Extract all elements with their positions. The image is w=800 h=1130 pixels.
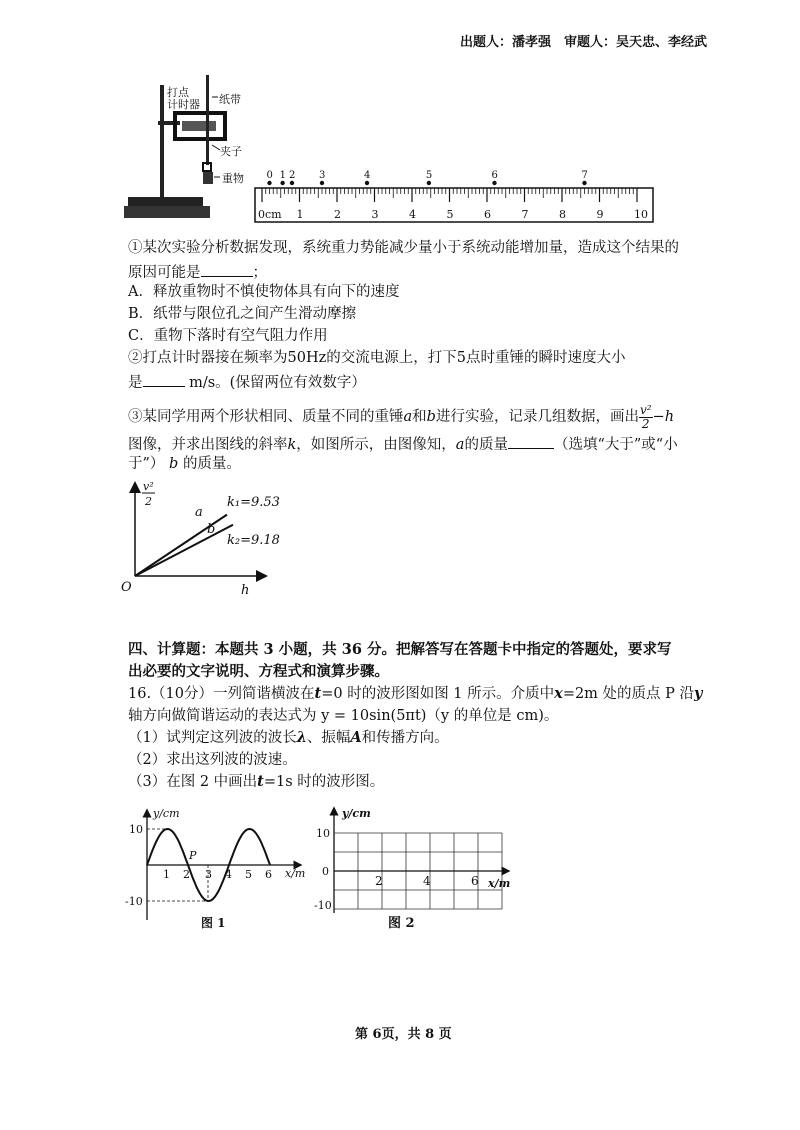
ruler-scale-label: 4 bbox=[409, 208, 416, 221]
vh-origin: O bbox=[121, 580, 132, 595]
ruler-point bbox=[492, 181, 496, 185]
q3-line3-pre: 于”） bbox=[128, 456, 165, 472]
q16-line1 bbox=[128, 684, 702, 704]
vh-label-a: a bbox=[195, 505, 203, 520]
ruler-figure bbox=[250, 168, 660, 230]
label-timer: 打点 计时器 bbox=[167, 86, 200, 111]
ruler-point-label: 2 bbox=[289, 170, 296, 181]
q1-option-c: C．重物下落时有空气阻力作用 bbox=[128, 328, 328, 344]
ruler-scale-label: 8 bbox=[559, 208, 566, 221]
q16-sub3-post: =1s 时的波形图。 bbox=[263, 774, 385, 790]
q1-line2-pre: 原因可能是 bbox=[128, 265, 201, 281]
fig1-x-tick-3: 3 bbox=[205, 868, 212, 881]
q16-sub3-t: t bbox=[257, 773, 264, 790]
timer-inner bbox=[182, 121, 216, 131]
fig2-x-tick-2: 2 bbox=[375, 874, 383, 888]
base-plate bbox=[128, 197, 203, 207]
ruler-scale-label: 10 bbox=[634, 208, 648, 221]
fig2-y-tick-0: 0 bbox=[322, 865, 329, 878]
q1-option-b: B．纸带与限位孔之间产生滑动摩擦 bbox=[128, 306, 357, 322]
ruler-point bbox=[267, 181, 271, 185]
ruler-scale-label: 7 bbox=[521, 208, 529, 221]
fig1-x-tick-6: 6 bbox=[265, 868, 272, 881]
table bbox=[124, 206, 210, 218]
fig2-grid bbox=[312, 805, 522, 935]
q1-answer-blank[interactable] bbox=[201, 260, 253, 277]
q3-answer-blank[interactable] bbox=[508, 432, 554, 449]
q3-fraction bbox=[639, 404, 653, 431]
ruler-scale-label: 3 bbox=[371, 208, 379, 221]
q16-sub1-pre: （1）试判定这列波的波长 bbox=[128, 730, 297, 746]
ruler-scale-label: 2 bbox=[334, 208, 341, 221]
q2-line2-pre: 是 bbox=[128, 375, 143, 391]
q3-line3: 于”） b 的质量。 bbox=[128, 456, 241, 472]
fig1-y-axis-label: y/cm bbox=[153, 807, 180, 820]
q16-sub2: （2）求出这列波的波速。 bbox=[128, 752, 297, 768]
fig2-y-tick-neg10: -10 bbox=[314, 899, 332, 912]
q16-sub1 bbox=[128, 728, 449, 748]
q3-frac-num: v² bbox=[639, 402, 652, 417]
ruler-scale-label: 1 bbox=[296, 208, 304, 221]
fig1-x-tick-2: 2 bbox=[183, 868, 190, 881]
ruler-point-label: 3 bbox=[319, 170, 326, 181]
ruler-point-label: 1 bbox=[279, 170, 286, 181]
stand-rod bbox=[160, 85, 164, 199]
q16-amp: A bbox=[350, 729, 362, 746]
graph-vh bbox=[115, 478, 285, 598]
fig1-y-tick-10: 10 bbox=[129, 823, 143, 836]
vh-label-b: b bbox=[207, 522, 216, 537]
vh-y-label-num: v² bbox=[143, 480, 154, 493]
fig1-caption: 图 1 bbox=[201, 916, 226, 930]
q16-sub1-post: 和传播方向。 bbox=[361, 730, 449, 746]
label-tape: 纸带 bbox=[219, 93, 241, 106]
q1-line2 bbox=[128, 260, 267, 283]
ruler-point-label: 7 bbox=[581, 170, 588, 181]
section4-line2: 出必要的文字说明、方程式和演算步骤。 bbox=[128, 663, 389, 680]
fig2-x-tick-6: 6 bbox=[471, 874, 479, 888]
q3-line2-pre: 图像，并求出图线的斜率 bbox=[128, 437, 288, 453]
fig1-point-p: P bbox=[189, 849, 197, 862]
q16-sub3-pre: （3）在图 2 中画出 bbox=[128, 774, 258, 790]
weight bbox=[203, 172, 213, 184]
q16-line2: 轴方向做简谐运动的表达式为 y = 10sin(5πt)（y 的单位是 cm)。 bbox=[128, 708, 559, 724]
fig2-y-tick-10: 10 bbox=[316, 827, 330, 840]
q3-line1 bbox=[128, 402, 674, 432]
ruler-point bbox=[320, 181, 324, 185]
label-clip: 夹子 bbox=[220, 145, 242, 158]
q3-var-b: b bbox=[426, 409, 436, 425]
q3-line1-pre: ③某同学用两个形状相同、质量不同的重锤 bbox=[128, 409, 404, 425]
q1-line2-post: ； bbox=[252, 265, 267, 281]
q1-option-a: A．释放重物时不慎使物体具有向下的速度 bbox=[128, 284, 400, 300]
fig2-x-tick-4: 4 bbox=[423, 874, 431, 888]
q2-line1: ②打点计时器接在频率为50Hz的交流电源上，打下5点时重锤的瞬时速度大小 bbox=[128, 350, 626, 366]
fig1-y-tick-neg10: -10 bbox=[125, 895, 143, 908]
footer-page: 第 6页，共 8 页 bbox=[355, 1027, 452, 1042]
q16-line1-pre: 16.（10分）一列简谐横波在 bbox=[128, 686, 315, 702]
q16-t: t bbox=[314, 685, 322, 702]
ruler-point bbox=[427, 181, 431, 185]
graph-vh-svg bbox=[115, 478, 285, 598]
ruler-point bbox=[290, 181, 294, 185]
vh-line-b bbox=[135, 525, 233, 576]
ruler-point-label: 5 bbox=[425, 170, 433, 181]
q16-sub1-mid: 、振幅 bbox=[306, 730, 351, 746]
q2-line2-post: m/s。(保留两位有效数字） bbox=[184, 375, 366, 391]
ruler-point bbox=[365, 181, 369, 185]
vh-y-label-den: 2 bbox=[145, 495, 152, 508]
q16-line1-mid: =0 时的波形图如图 1 所示。介质中 bbox=[321, 686, 555, 702]
q3-line2: 图像，并求出图线的斜率k，如图所示，由图像知，a的质量 （选填“大于”或“小 bbox=[128, 432, 678, 455]
q3-line2-mid: ，如图所示，由图像知， bbox=[296, 437, 456, 453]
q3-and: 和 bbox=[412, 409, 427, 425]
q16-y: y bbox=[694, 685, 703, 702]
vh-x-label: h bbox=[241, 583, 250, 598]
q2-line2 bbox=[128, 370, 366, 393]
fig2-caption: 图 2 bbox=[388, 916, 415, 931]
apparatus-figure bbox=[120, 75, 250, 225]
q16-lambda: λ bbox=[296, 729, 307, 746]
ruler-scale-label: 9 bbox=[596, 208, 604, 221]
q16-line1-mid2: =2m 处的质点 P 沿 bbox=[562, 686, 695, 702]
q3-var-a: a bbox=[403, 409, 413, 425]
q3-var-k: k bbox=[287, 437, 297, 453]
fig1-wave bbox=[125, 805, 310, 935]
q2-answer-blank[interactable] bbox=[143, 370, 185, 387]
vh-k1-label: k₁=9.53 bbox=[227, 495, 280, 510]
ruler-point-label: 4 bbox=[364, 170, 371, 181]
ruler-scale-label: 0cm bbox=[258, 208, 282, 221]
q3-line1-mid: 进行实验，记录几组数据，画出 bbox=[435, 409, 639, 425]
fig2-svg bbox=[312, 805, 522, 935]
q3-line1-post: −h bbox=[652, 409, 675, 425]
ruler-scale-label: 5 bbox=[446, 208, 454, 221]
fig1-svg bbox=[125, 805, 310, 935]
fig1-x-tick-4: 4 bbox=[225, 868, 232, 881]
fig1-x-tick-1: 1 bbox=[163, 868, 170, 881]
ruler-point bbox=[280, 181, 284, 185]
fig1-x-axis-label: x/m bbox=[285, 867, 306, 880]
fig2-y-axis-label: y/cm bbox=[342, 807, 371, 820]
q3-line3-post: 的质量。 bbox=[182, 456, 241, 472]
vh-k2-label: k₂=9.18 bbox=[227, 533, 280, 548]
section4-line1: 四、计算题：本题共 3 小题，共 36 分。把解答写在答题卡中指定的答题处，要求写 bbox=[128, 641, 672, 658]
fig1-x-tick-5: 5 bbox=[245, 868, 252, 881]
q3-frac-den: 2 bbox=[641, 416, 650, 431]
ruler-point-label: 0 bbox=[266, 170, 273, 181]
paper-tape bbox=[206, 75, 209, 165]
fig2-x-axis-label: x/m bbox=[488, 877, 511, 890]
q1-line1: ①某次实验分析数据发现，系统重力势能减少量小于系统动能增加量，造成这个结果的 bbox=[128, 240, 679, 256]
ruler-point-label: 6 bbox=[491, 170, 498, 181]
ruler-scale-label: 6 bbox=[484, 208, 491, 221]
q16-sub3 bbox=[128, 772, 384, 792]
q3-line2-post: （选填“大于”或“小 bbox=[553, 437, 678, 453]
q3-line2-mid2: 的质量 bbox=[464, 437, 508, 453]
header-text: 出题人：潘孝强 审题人：吴天忠、李经武 bbox=[460, 35, 708, 50]
label-weight: 重物 bbox=[222, 172, 244, 185]
q16-x: x bbox=[554, 685, 563, 702]
ruler-drawing bbox=[250, 168, 660, 230]
ruler-point bbox=[582, 181, 586, 185]
